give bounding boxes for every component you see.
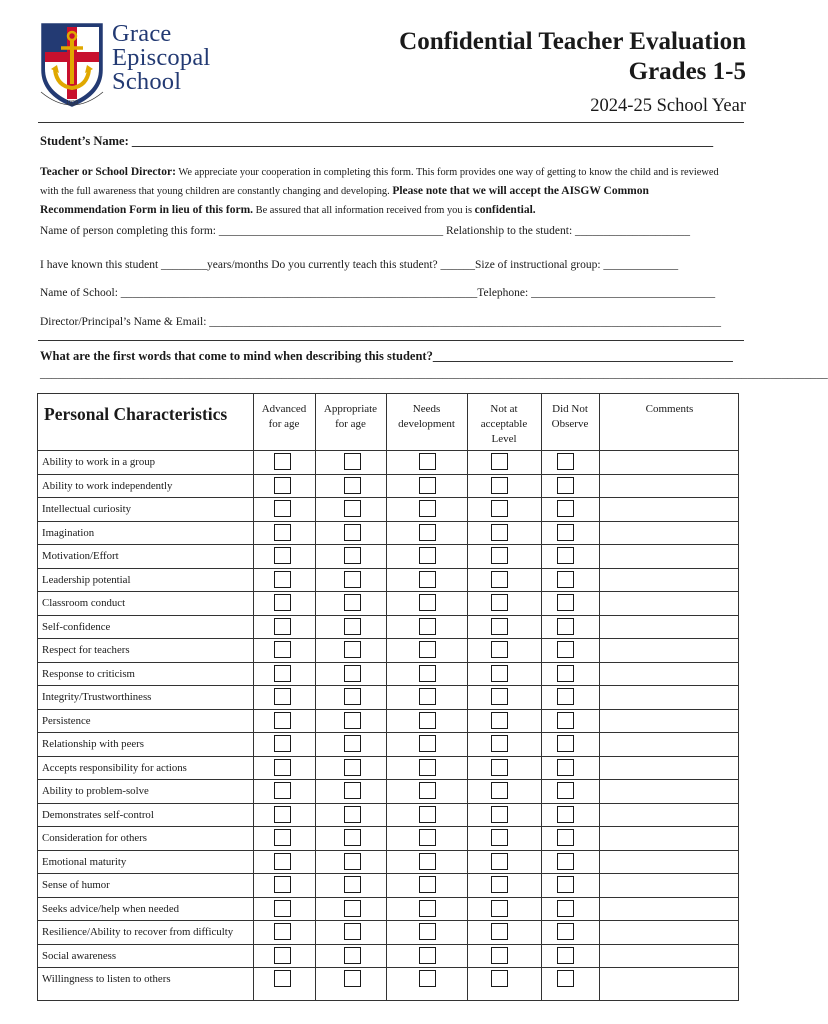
rating-checkbox[interactable] (274, 947, 291, 964)
comment-cell[interactable] (600, 710, 738, 732)
rating-checkbox[interactable] (274, 547, 291, 564)
column-header (467, 402, 541, 447)
rating-checkbox[interactable] (557, 900, 574, 917)
section-divider (38, 340, 744, 341)
header-divider (38, 122, 744, 123)
table-column-divider (541, 394, 542, 1000)
comment-cell[interactable] (600, 545, 738, 567)
rating-checkbox[interactable] (557, 453, 574, 470)
rating-checkbox[interactable] (344, 759, 361, 776)
table-row-label: Social awareness (42, 949, 117, 962)
rating-checkbox[interactable] (419, 524, 436, 541)
table-column-divider (315, 394, 316, 1000)
rating-checkbox[interactable] (557, 547, 574, 564)
column-header-line: Observe (551, 418, 589, 430)
column-header-line: Did Not (552, 403, 588, 415)
table-row-label: Intellectual curiosity (42, 503, 132, 515)
column-header-line: for age (335, 418, 366, 430)
comment-cell[interactable] (600, 780, 738, 802)
column-header-line: acceptable (480, 418, 528, 430)
rating-checkbox[interactable] (274, 641, 291, 658)
rating-checkbox[interactable] (274, 665, 291, 682)
rating-checkbox[interactable] (274, 970, 291, 987)
rating-checkbox[interactable] (491, 970, 508, 987)
rating-checkbox[interactable] (557, 500, 574, 517)
comment-cell[interactable] (600, 592, 738, 614)
comment-cell[interactable] (600, 921, 738, 943)
rating-checkbox[interactable] (344, 712, 361, 729)
first-words-answer-line[interactable]: _________________________________________________________________________________________________________________________________________ (40, 368, 828, 380)
first-words-question[interactable]: What are the first words that come to mind when describing this student?________________________________________________ (40, 349, 733, 363)
rating-checkbox[interactable] (557, 853, 574, 870)
rating-checkbox[interactable] (491, 782, 508, 799)
rating-checkbox[interactable] (491, 453, 508, 470)
rating-checkbox[interactable] (274, 712, 291, 729)
rating-checkbox[interactable] (491, 665, 508, 682)
comment-cell[interactable] (600, 522, 738, 544)
rating-checkbox[interactable] (419, 712, 436, 729)
column-header (541, 402, 599, 432)
rating-checkbox[interactable] (557, 571, 574, 588)
school-name (112, 22, 210, 94)
table-row-label: Resilience/Ability to recover from difficulty (42, 926, 234, 938)
column-header (315, 402, 386, 432)
rating-checkbox[interactable] (557, 806, 574, 823)
table-row-label: Ability to problem-solve (42, 785, 149, 797)
rating-checkbox[interactable] (557, 524, 574, 541)
rating-checkbox[interactable] (419, 618, 436, 635)
rating-checkbox[interactable] (274, 876, 291, 893)
rating-checkbox[interactable] (419, 829, 436, 846)
rating-checkbox[interactable] (491, 900, 508, 917)
director-email-field[interactable]: Director/Principal’s Name & Email: _________________________________________________________________________________________ (40, 316, 722, 328)
rating-checkbox[interactable] (344, 900, 361, 917)
rating-checkbox[interactable] (344, 665, 361, 682)
comment-cell[interactable] (600, 569, 738, 591)
table-row-label: Imagination (42, 526, 95, 539)
rating-checkbox[interactable] (344, 853, 361, 870)
rating-checkbox[interactable] (419, 453, 436, 470)
rating-checkbox[interactable] (344, 571, 361, 588)
rating-checkbox[interactable] (344, 735, 361, 752)
rating-checkbox[interactable] (274, 477, 291, 494)
school-telephone-field[interactable]: Name of School: ______________________________________________________________Telephone: ________________________________ (40, 287, 716, 299)
comment-cell[interactable] (600, 945, 738, 967)
rating-checkbox[interactable] (491, 829, 508, 846)
rating-checkbox[interactable] (419, 900, 436, 917)
comment-cell[interactable] (600, 804, 738, 826)
rating-checkbox[interactable] (557, 876, 574, 893)
column-header-line: development (398, 418, 455, 430)
rating-checkbox[interactable] (557, 782, 574, 799)
rating-checkbox[interactable] (557, 641, 574, 658)
column-header-line: Not at (490, 403, 518, 415)
table-column-divider (599, 394, 600, 1000)
comment-cell[interactable] (600, 851, 738, 873)
table-row-label: Self-confidence (42, 620, 111, 633)
intro-text: We appreciate your cooperation in completing this form. This form provides one way of getting to know the child and is reviewed with the full awareness that young children are constantly changing and developing. (40, 167, 719, 197)
rating-checkbox[interactable] (419, 547, 436, 564)
rating-checkbox[interactable] (557, 923, 574, 940)
known-student-field[interactable]: I have known this student ________years/months Do you currently teach this student? ______Size of instructional group: _____________ (40, 259, 679, 271)
rating-checkbox[interactable] (557, 688, 574, 705)
rating-checkbox[interactable] (419, 853, 436, 870)
table-column-divider (253, 394, 254, 1000)
rating-checkbox[interactable] (491, 618, 508, 635)
table-row-label: Relationship with peers (42, 738, 144, 750)
rating-checkbox[interactable] (419, 759, 436, 776)
comment-cell[interactable] (600, 475, 738, 497)
rating-checkbox[interactable] (274, 829, 291, 846)
rating-checkbox[interactable] (419, 477, 436, 494)
comments-column-header: Comments (645, 403, 694, 415)
rating-checkbox[interactable] (344, 876, 361, 893)
rating-checkbox[interactable] (274, 618, 291, 635)
rating-checkbox[interactable] (274, 759, 291, 776)
rating-checkbox[interactable] (491, 735, 508, 752)
intro-aisgw-note: Please note that we will accept the AISGW Common Recommendation Form in lieu of this form. (40, 185, 649, 216)
table-header-divider (38, 450, 738, 451)
school-name-line: Grace (112, 20, 172, 47)
rating-checkbox[interactable] (274, 900, 291, 917)
rating-checkbox[interactable] (344, 453, 361, 470)
rating-checkbox[interactable] (491, 853, 508, 870)
rating-checkbox[interactable] (491, 806, 508, 823)
rating-checkbox[interactable] (274, 782, 291, 799)
rating-checkbox[interactable] (557, 947, 574, 964)
rating-checkbox[interactable] (344, 970, 361, 987)
table-row-label: Consideration for others (42, 832, 147, 844)
rating-checkbox[interactable] (344, 829, 361, 846)
table-row-label: Integrity/Trustworthiness (42, 691, 152, 703)
rating-checkbox[interactable] (419, 665, 436, 682)
rating-checkbox[interactable] (344, 806, 361, 823)
intro-heading: Teacher or School Director: (40, 166, 176, 178)
rating-checkbox[interactable] (557, 970, 574, 987)
rating-checkbox[interactable] (557, 477, 574, 494)
table-row-label: Persistence (42, 714, 91, 727)
rating-checkbox[interactable] (557, 735, 574, 752)
table-row-label: Ability to work in a group (42, 456, 156, 468)
column-header-line: Appropriate (323, 403, 378, 415)
rating-checkbox[interactable] (274, 524, 291, 541)
rating-checkbox[interactable] (557, 594, 574, 611)
rating-checkbox[interactable] (344, 923, 361, 940)
comment-cell[interactable] (600, 968, 738, 990)
rating-checkbox[interactable] (274, 594, 291, 611)
rating-checkbox[interactable] (491, 759, 508, 776)
rating-checkbox[interactable] (274, 571, 291, 588)
rating-checkbox[interactable] (274, 453, 291, 470)
school-year: 2024-25 School Year (590, 96, 746, 116)
table-row-label: Sense of humor (42, 879, 110, 891)
table-row-label: Accepts responsibility for actions (42, 761, 187, 774)
table-row-label: Respect for teachers (42, 644, 130, 656)
rating-checkbox[interactable] (419, 782, 436, 799)
students-name-field[interactable]: Student’s Name: _____________________________________________________________________________________________ (40, 134, 714, 148)
rating-checkbox[interactable] (274, 806, 291, 823)
intro-confidential: confidential. (474, 204, 536, 216)
school-name-line: Episcopal (112, 44, 211, 71)
rating-checkbox[interactable] (419, 594, 436, 611)
rating-checkbox[interactable] (419, 500, 436, 517)
comment-cell[interactable] (600, 874, 738, 896)
rating-checkbox[interactable] (491, 524, 508, 541)
rating-checkbox[interactable] (557, 829, 574, 846)
table-row-label: Classroom conduct (42, 597, 126, 609)
table-row-label: Response to criticism (42, 667, 135, 680)
form-title: Confidential Teacher Evaluation (399, 28, 746, 55)
column-header (253, 402, 315, 432)
comment-cell[interactable] (600, 616, 738, 638)
rating-checkbox[interactable] (491, 547, 508, 564)
rating-checkbox[interactable] (344, 500, 361, 517)
rating-checkbox[interactable] (557, 712, 574, 729)
rating-checkbox[interactable] (419, 688, 436, 705)
rating-checkbox[interactable] (344, 524, 361, 541)
school-logo-crest-icon (37, 22, 107, 110)
comment-cell[interactable] (600, 663, 738, 685)
comment-cell[interactable] (600, 733, 738, 755)
rating-checkbox[interactable] (344, 641, 361, 658)
rating-checkbox[interactable] (274, 853, 291, 870)
rating-checkbox[interactable] (491, 594, 508, 611)
intro-paragraph (40, 163, 730, 220)
school-name-line: School (112, 68, 182, 95)
rating-checkbox[interactable] (274, 735, 291, 752)
rating-checkbox[interactable] (274, 500, 291, 517)
rating-checkbox[interactable] (491, 571, 508, 588)
rating-checkbox[interactable] (491, 712, 508, 729)
column-header-line: Needs (412, 403, 441, 415)
table-row-label: Ability to work independently (42, 479, 173, 492)
rating-checkbox[interactable] (557, 759, 574, 776)
rating-checkbox[interactable] (419, 641, 436, 658)
column-header-line: Level (491, 433, 517, 445)
table-row-label: Seeks advice/help when needed (42, 902, 180, 915)
rating-checkbox[interactable] (344, 547, 361, 564)
table-title: Personal Characteristics (44, 404, 228, 424)
rating-checkbox[interactable] (491, 500, 508, 517)
table-row-label: Willingness to listen to others (42, 973, 171, 985)
rating-checkbox[interactable] (419, 970, 436, 987)
column-header-line: Advanced (261, 403, 307, 415)
comment-cell[interactable] (600, 686, 738, 708)
form-grades: Grades 1-5 (628, 58, 746, 85)
intro-text: Be assured that all information received from you is (253, 205, 475, 216)
rating-checkbox[interactable] (419, 947, 436, 964)
svg-text:1959: 1959 (66, 100, 78, 106)
rating-checkbox[interactable] (491, 477, 508, 494)
comment-cell[interactable] (600, 898, 738, 920)
table-row-label: Motivation/Effort (42, 550, 119, 562)
table-column-divider (386, 394, 387, 1000)
rating-checkbox[interactable] (491, 923, 508, 940)
rating-checkbox[interactable] (419, 806, 436, 823)
rating-checkbox[interactable] (344, 594, 361, 611)
comment-cell[interactable] (600, 827, 738, 849)
rating-checkbox[interactable] (419, 571, 436, 588)
table-row-label: Leadership potential (42, 573, 131, 586)
rating-checkbox[interactable] (344, 618, 361, 635)
rating-checkbox[interactable] (274, 688, 291, 705)
rating-checkbox[interactable] (491, 947, 508, 964)
rating-checkbox[interactable] (491, 641, 508, 658)
table-column-divider (467, 394, 468, 1000)
rating-checkbox[interactable] (274, 923, 291, 940)
characteristics-table (37, 393, 739, 1001)
rating-checkbox[interactable] (344, 477, 361, 494)
rating-checkbox[interactable] (419, 923, 436, 940)
name-completing-field[interactable]: Name of person completing this form: _______________________________________ Relationship to the student: ____________________ (40, 225, 691, 237)
rating-checkbox[interactable] (344, 688, 361, 705)
rating-checkbox[interactable] (491, 876, 508, 893)
rating-checkbox[interactable] (491, 688, 508, 705)
comment-cell[interactable] (600, 498, 738, 520)
table-row-label: Demonstrates self-control (42, 808, 154, 821)
rating-checkbox[interactable] (344, 947, 361, 964)
rating-checkbox[interactable] (557, 618, 574, 635)
column-header-line: for age (268, 418, 300, 430)
comment-cell[interactable] (600, 757, 738, 779)
rating-checkbox[interactable] (419, 735, 436, 752)
column-header (386, 402, 467, 432)
table-row-label: Emotional maturity (42, 855, 127, 868)
comment-cell[interactable] (600, 639, 738, 661)
comment-cell[interactable] (600, 451, 738, 473)
rating-checkbox[interactable] (344, 782, 361, 799)
rating-checkbox[interactable] (419, 876, 436, 893)
rating-checkbox[interactable] (557, 665, 574, 682)
